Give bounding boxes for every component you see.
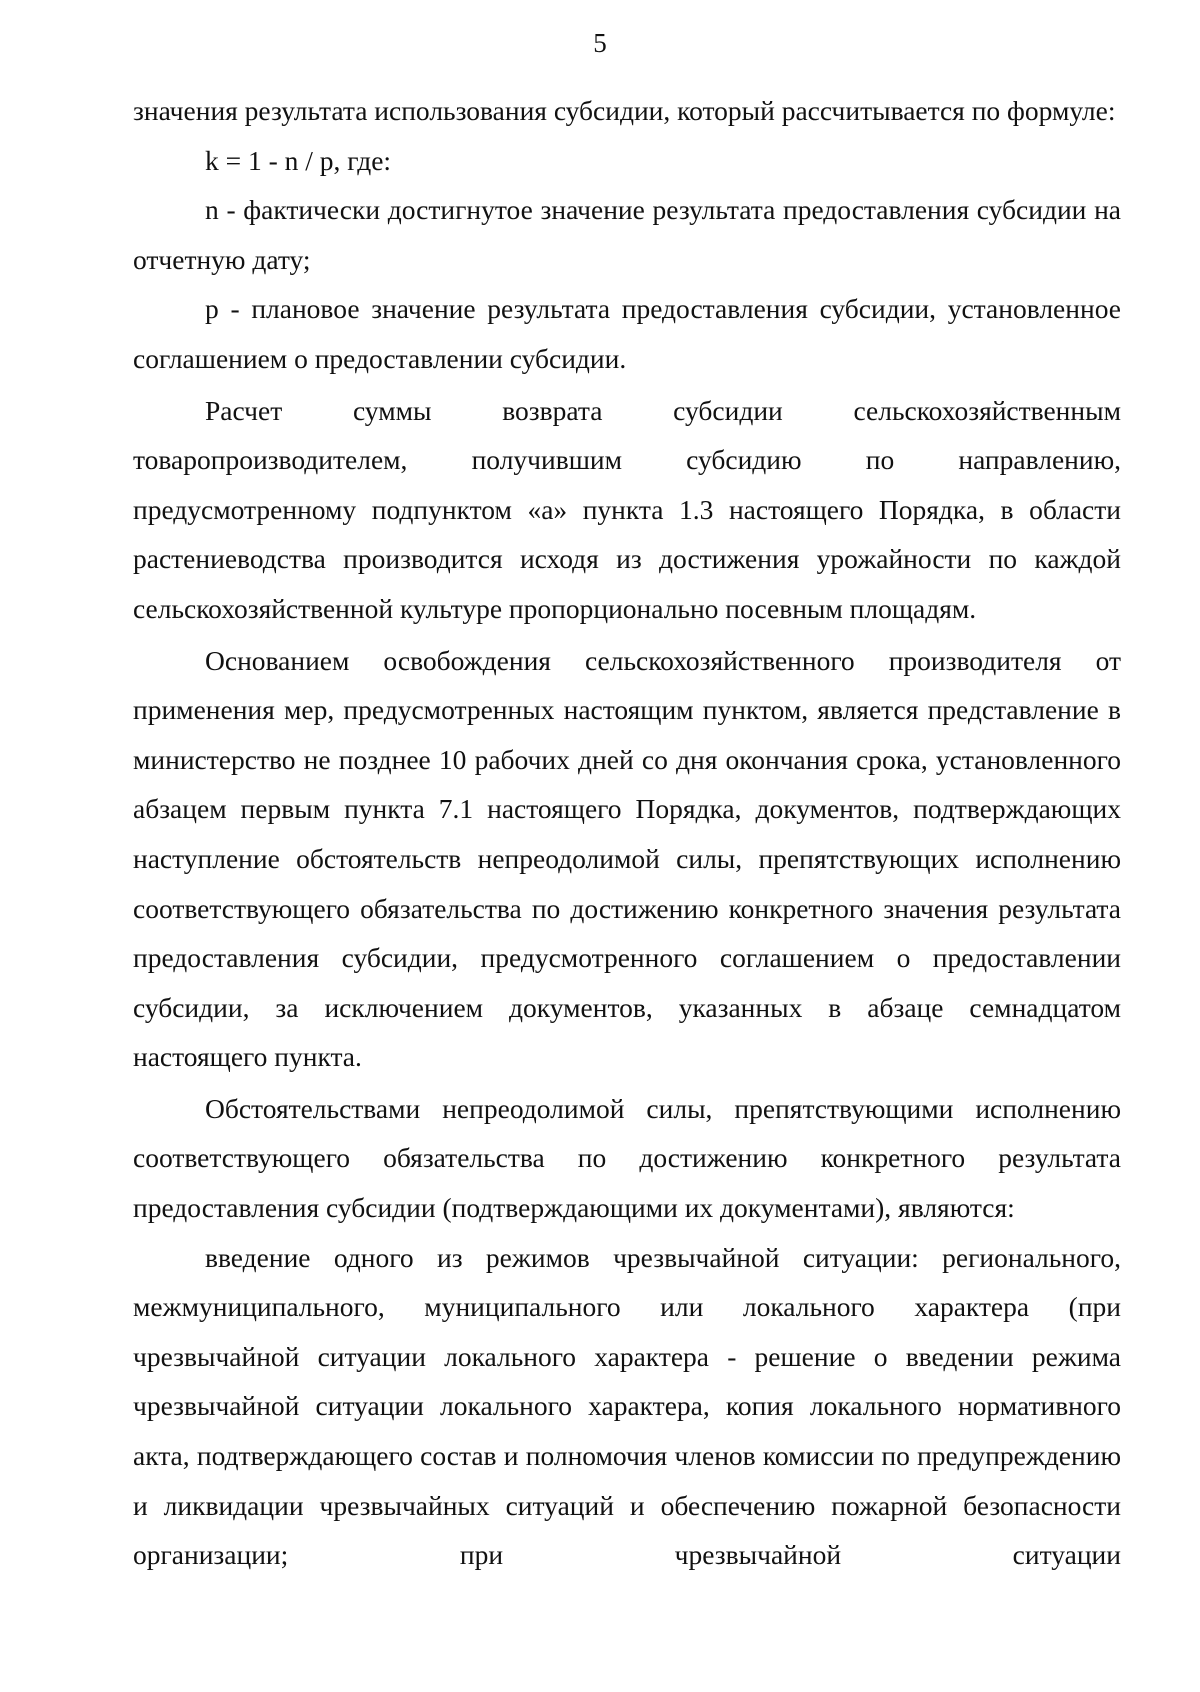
paragraph-force-majeure: Обстоятельствами непреодолимой силы, препятствующими исполнению соответствующего обязательства по достижению конкретного результата предоставления субсидии (подтверждающими их документами), являются: [133,1092,1121,1224]
paragraph-p-definition: p - плановое значение результата предоставления субсидии, установленное соглашением о предоставлении субсидии. [133,293,1121,374]
paragraph-refund-calculation: Расчет суммы возврата субсидии сельскохозяйственным товаропроизводителем, получившим субсидию по направлению, предусмотренному подпунктом «а» пункта 1.3 настоящего Порядка, в области растениеводства производится исходя из достижения урожайности по каждой сельскохозяйственной культуре пропорционально посевным площадям. [133,394,1121,624]
paragraph-emergency-regime: введение одного из режимов чрезвычайной ситуации: регионального, межмуниципального, муниципального или локального характера (при чрезвычайной ситуации локального характера - решение о введении режима чрезвычайной ситуации локального характера, копия локального нормативного акта, подтверждающего состав и полномочия членов комиссии по предупреждению и ликвидации чрезвычайных ситуаций и обеспечению пожарной безопасности организации; при чрезвычайной ситуации [133,1241,1121,1571]
paragraph-exemption-basis: Основанием освобождения сельскохозяйственного производителя от применения мер, предусмотренных настоящим пунктом, является представление в министерство не позднее 10 рабочих дней со дня окончания срока, установленного абзацем первым пункта 7.1 настоящего Порядка, документов, подтверждающих наступление обстоятельств непреодолимой силы, препятствующих исполнению соответствующего обязательства по достижению конкретного значения результата предоставления субсидии, предусмотренного соглашением о предоставлении субсидии, за исключением документов, указанных в абзаце семнадцатом настоящего пункта. [133,644,1121,1073]
document-body [133,86,1121,1580]
page-number: 5 [593,28,607,58]
paragraph-formula: k = 1 - n / p, где: [205,144,392,176]
paragraph-formula-intro: значения результата использования субсидии, который рассчитывается по формуле: [133,95,1116,126]
paragraph-n-definition: n - фактически достигнутое значение результата предоставления субсидии на отчетную дату; [133,194,1121,275]
